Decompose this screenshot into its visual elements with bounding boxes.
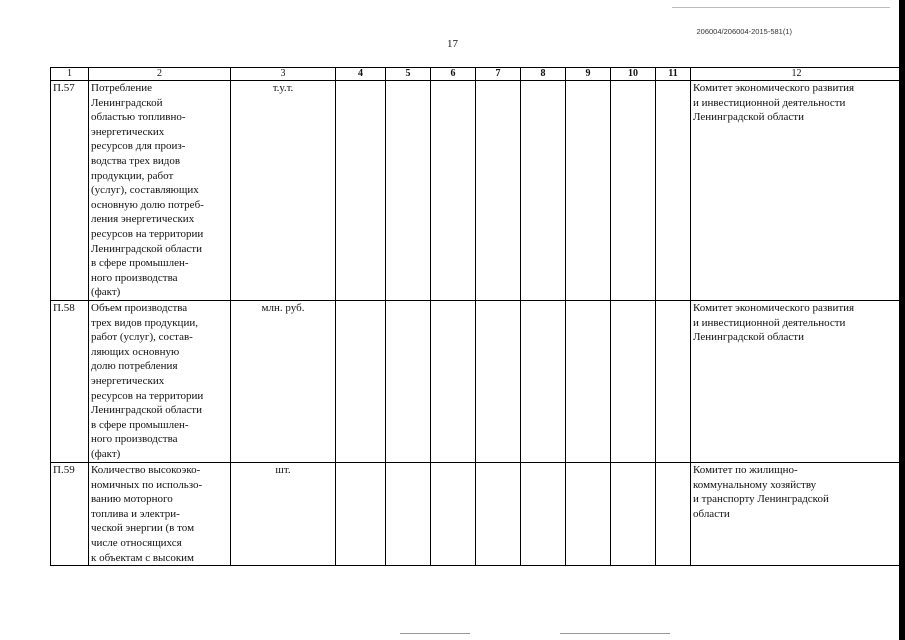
row-value-cell (656, 81, 691, 301)
col-header-11: 11 (656, 68, 691, 81)
col-header-3: 3 (231, 68, 336, 81)
table-row (51, 301, 903, 463)
row-value-cell (521, 301, 566, 463)
indicator-line: ресурсов для произ- (91, 140, 186, 153)
indicator-line: Ленинградской области (91, 404, 202, 417)
table-header-row (51, 68, 903, 81)
responsible-line: Комитет по жилищно- (693, 464, 798, 476)
row-value-cell (611, 301, 656, 463)
row-value-cell (566, 81, 611, 301)
indicator-line: основную долю потреб- (91, 198, 204, 211)
row-code: П.58 (51, 301, 89, 463)
bottom-scan-line (400, 633, 470, 634)
row-indicator (89, 81, 231, 301)
responsible-line: и инвестиционной деятельности (693, 316, 846, 329)
row-unit: шт. (231, 463, 336, 566)
row-value-cell (431, 301, 476, 463)
row-value-cell (336, 463, 386, 566)
row-value-cell (566, 463, 611, 566)
indicator-line: энергетических (91, 125, 165, 138)
row-value-cell (611, 81, 656, 301)
col-header-12: 12 (691, 68, 903, 81)
row-value-cell (566, 301, 611, 463)
row-value-cell (476, 463, 521, 566)
row-code: П.57 (51, 81, 89, 301)
row-responsible (691, 301, 903, 463)
indicator-line: ного производства (91, 433, 178, 446)
row-value-cell (611, 463, 656, 566)
col-header-7: 7 (476, 68, 521, 81)
col-header-6: 6 (431, 68, 476, 81)
row-value-cell (656, 463, 691, 566)
bottom-scan-line (560, 633, 670, 634)
indicator-line: к объектам с высоким (91, 551, 195, 564)
row-value-cell (521, 463, 566, 566)
indicator-line: в сфере промышлен- (91, 257, 189, 270)
indicator-line: Количество высокоэко- (91, 464, 201, 476)
indicator-line: топлива и электри- (91, 507, 180, 520)
row-responsible (691, 81, 903, 301)
row-indicator (89, 463, 231, 566)
row-value-cell (386, 463, 431, 566)
indicator-line: (факт) (91, 447, 121, 460)
page-number: 17 (447, 38, 458, 50)
indicator-line: продукции, работ (91, 169, 174, 182)
indicator-line: (услуг), составляющих (91, 184, 199, 197)
row-unit: т.у.т. (231, 81, 336, 301)
indicator-line: номичных по использо- (91, 478, 203, 491)
row-value-cell (386, 301, 431, 463)
responsible-line: и транспорту Ленинградской (693, 493, 829, 506)
indicators-table (50, 67, 903, 566)
indicator-line: Потребление (91, 82, 152, 94)
indicator-line: водства трех видов (91, 154, 181, 167)
indicator-line: ления энергетических (91, 213, 195, 226)
row-value-cell (521, 81, 566, 301)
responsible-line: Ленинградской области (693, 331, 804, 344)
top-scan-line (672, 7, 890, 8)
indicator-line: долю потребления (91, 360, 178, 373)
col-header-5: 5 (386, 68, 431, 81)
row-indicator (89, 301, 231, 463)
responsible-line: и инвестиционной деятельности (693, 96, 846, 109)
indicator-line: ресурсов на территории (91, 227, 204, 240)
row-value-cell (431, 81, 476, 301)
row-value-cell (656, 301, 691, 463)
responsible-line: области (693, 507, 730, 520)
row-value-cell (431, 463, 476, 566)
col-header-10: 10 (611, 68, 656, 81)
indicator-line: ресурсов на территории (91, 389, 204, 402)
row-value-cell (386, 81, 431, 301)
col-header-8: 8 (521, 68, 566, 81)
row-value-cell (476, 301, 521, 463)
indicator-line: ного производства (91, 271, 178, 284)
table-row (51, 81, 903, 301)
row-unit: млн. руб. (231, 301, 336, 463)
document-id: 206004/206004-2015-581(1) (696, 27, 792, 36)
responsible-line: Ленинградской области (693, 111, 804, 124)
indicator-line: Ленинградской (91, 96, 163, 109)
indicator-line: в сфере промышлен- (91, 418, 189, 431)
indicator-line: областью топливно- (91, 111, 186, 124)
indicator-line: энергетических (91, 374, 165, 387)
indicator-line: работ (услуг), состав- (91, 331, 193, 344)
indicator-line: Объем производства (91, 302, 188, 314)
col-header-1: 1 (51, 68, 89, 81)
indicator-line: (факт) (91, 286, 121, 299)
indicator-line: Ленинградской области (91, 242, 202, 255)
indicator-line: трех видов продукции, (91, 316, 198, 329)
indicator-line: ляющих основную (91, 345, 180, 358)
responsible-line: Комитет экономического развития (693, 302, 855, 314)
row-code: П.59 (51, 463, 89, 566)
responsible-line: Комитет экономического развития (693, 82, 855, 94)
row-value-cell (476, 81, 521, 301)
indicator-line: числе относящихся (91, 536, 182, 549)
indicator-line: ческой энергии (в том (91, 522, 195, 535)
responsible-line: коммунальному хозяйству (693, 478, 817, 491)
row-value-cell (336, 301, 386, 463)
row-value-cell (336, 81, 386, 301)
indicator-line: ванию моторного (91, 493, 173, 506)
col-header-9: 9 (566, 68, 611, 81)
row-responsible (691, 463, 903, 566)
col-header-4: 4 (336, 68, 386, 81)
table-row (51, 463, 903, 566)
col-header-2: 2 (89, 68, 231, 81)
